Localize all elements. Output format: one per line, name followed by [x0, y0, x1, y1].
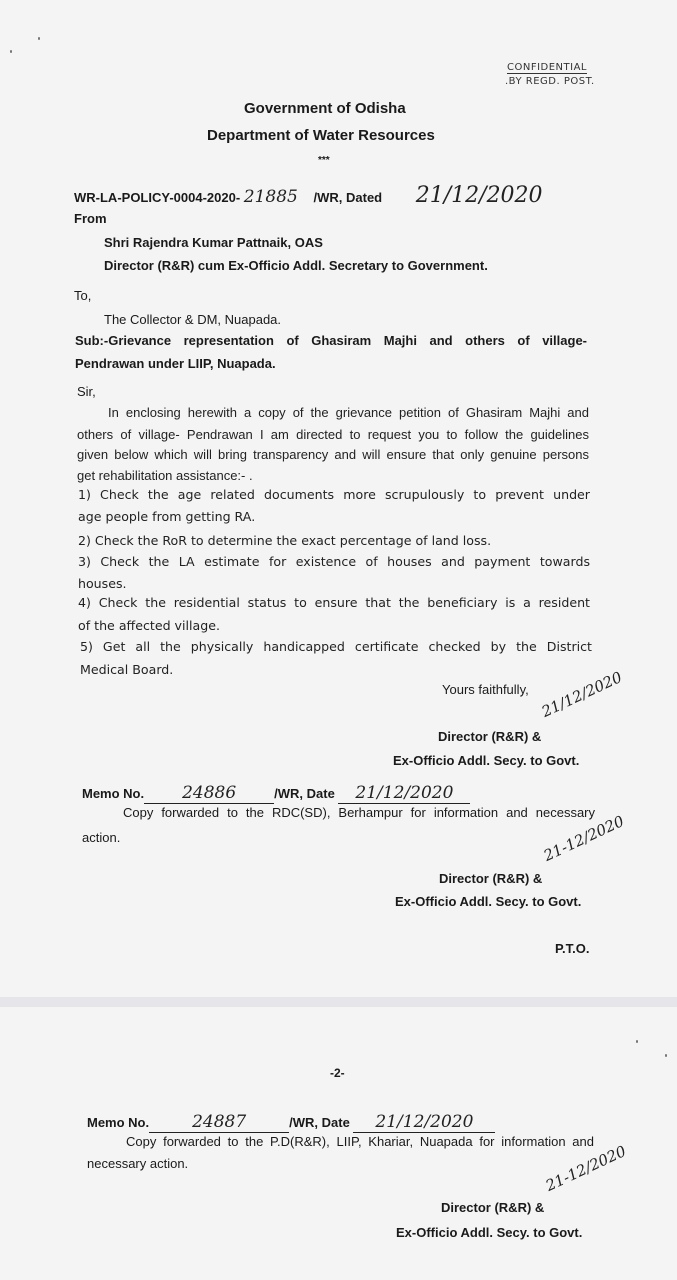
- pto-label: P.T.O.: [555, 941, 590, 956]
- body-line-3: given below which will bring transparency and will ensure that only genuine persons: [77, 447, 589, 462]
- guideline-5-line-1: 5) Get all the physically handicapped certificate checked by the District: [80, 639, 592, 654]
- page-number: -2-: [330, 1066, 345, 1080]
- government-title: Government of Odisha: [244, 100, 406, 117]
- yours-faithfully: Yours faithfully,: [442, 682, 529, 697]
- memo2-designation-2: Ex-Officio Addl. Secy. to Govt.: [396, 1225, 583, 1240]
- memo2-number: 24887: [192, 1112, 247, 1132]
- memo2-date: 21/12/2020: [375, 1112, 474, 1132]
- scan-speck: [636, 1040, 638, 1043]
- guideline-4-line-2: of the affected village.: [78, 618, 220, 633]
- guideline-5-line-2: Medical Board.: [80, 662, 174, 677]
- guideline-1-line-2: age people from getting RA.: [78, 509, 256, 524]
- memo2-line: [87, 1112, 495, 1133]
- salutation: Sir,: [77, 384, 96, 399]
- guideline-2: 2) Check the RoR to determine the exact percentage of land loss.: [78, 533, 492, 548]
- confidential-stamp: CONFIDENTIAL: [507, 62, 588, 73]
- reference-date: 21/12/2020: [415, 183, 543, 208]
- memo2-text-line-2: necessary action.: [87, 1156, 189, 1171]
- registered-post-stamp: .BY REGD. POST.: [505, 76, 595, 87]
- from-label: From: [74, 211, 107, 226]
- scan-speck: [665, 1054, 667, 1057]
- subject-line-2: Pendrawan under LIIP, Nuapada.: [75, 356, 276, 371]
- guideline-1-line-1: 1) Check the age related documents more scrupulously to prevent under: [78, 487, 590, 502]
- body-line-4: get rehabilitation assistance:- .: [77, 468, 253, 483]
- to-recipient: The Collector & DM, Nuapada.: [104, 312, 282, 327]
- guideline-3-line-2: houses.: [78, 576, 127, 591]
- memo2-suffix: /WR, Date: [289, 1115, 350, 1130]
- signature-date-2: 21-12/2020: [540, 812, 627, 865]
- memo2-designation-1: Director (R&R) &: [441, 1200, 545, 1215]
- reference-number: 21885: [243, 187, 298, 207]
- memo2-text-line-1: Copy forwarded to the P.D(R&R), LIIP, Khariar, Nuapada for information and: [126, 1134, 594, 1149]
- subject-line-1: Sub:-Grievance representation of Ghasiram Majhi and others of village-: [75, 333, 587, 348]
- closing-designation-1: Director (R&R) &: [438, 729, 542, 744]
- memo1-suffix: /WR, Date: [274, 786, 335, 801]
- memo2-label: Memo No.: [87, 1115, 150, 1130]
- department-title: Department of Water Resources: [207, 127, 435, 144]
- scan-speck: [10, 50, 12, 53]
- memo1-text-line-1: Copy forwarded to the RDC(SD), Berhampur for information and necessary: [123, 805, 595, 820]
- memo1-date: 21/12/2020: [355, 783, 454, 803]
- body-line-2: others of village- Pendrawan I am directed to request you to follow the guidelines: [77, 427, 589, 442]
- memo1-designation-1: Director (R&R) &: [439, 871, 543, 886]
- memo1-line: [82, 783, 470, 804]
- reference-suffix: /WR, Dated: [313, 190, 383, 205]
- from-name: Shri Rajendra Kumar Pattnaik, OAS: [104, 235, 323, 250]
- signature-date-3: 21-12/2020: [542, 1142, 629, 1195]
- from-designation: Director (R&R) cum Ex-Officio Addl. Secretary to Government.: [104, 258, 488, 273]
- memo1-designation-2: Ex-Officio Addl. Secy. to Govt.: [395, 894, 582, 909]
- closing-designation-2: Ex-Officio Addl. Secy. to Govt.: [393, 753, 580, 768]
- body-line-1: In enclosing herewith a copy of the grievance petition of Ghasiram Majhi and: [108, 405, 589, 420]
- guideline-4-line-1: 4) Check the residential status to ensure that the beneficiary is a resident: [78, 595, 590, 610]
- header-stars: ***: [318, 155, 330, 166]
- memo1-label: Memo No.: [82, 786, 145, 801]
- page-separator: [0, 997, 677, 1007]
- scan-speck: [38, 37, 40, 40]
- signature-date-1: 21/12/2020: [538, 668, 625, 721]
- to-label: To,: [74, 288, 92, 303]
- reference-line: [74, 183, 543, 208]
- memo1-text-line-2: action.: [82, 830, 121, 845]
- guideline-3-line-1: 3) Check the LA estimate for existence of houses and payment towards: [78, 554, 590, 569]
- memo1-number: 24886: [182, 783, 237, 803]
- reference-prefix: WR-LA-POLICY-0004-2020-: [74, 190, 241, 205]
